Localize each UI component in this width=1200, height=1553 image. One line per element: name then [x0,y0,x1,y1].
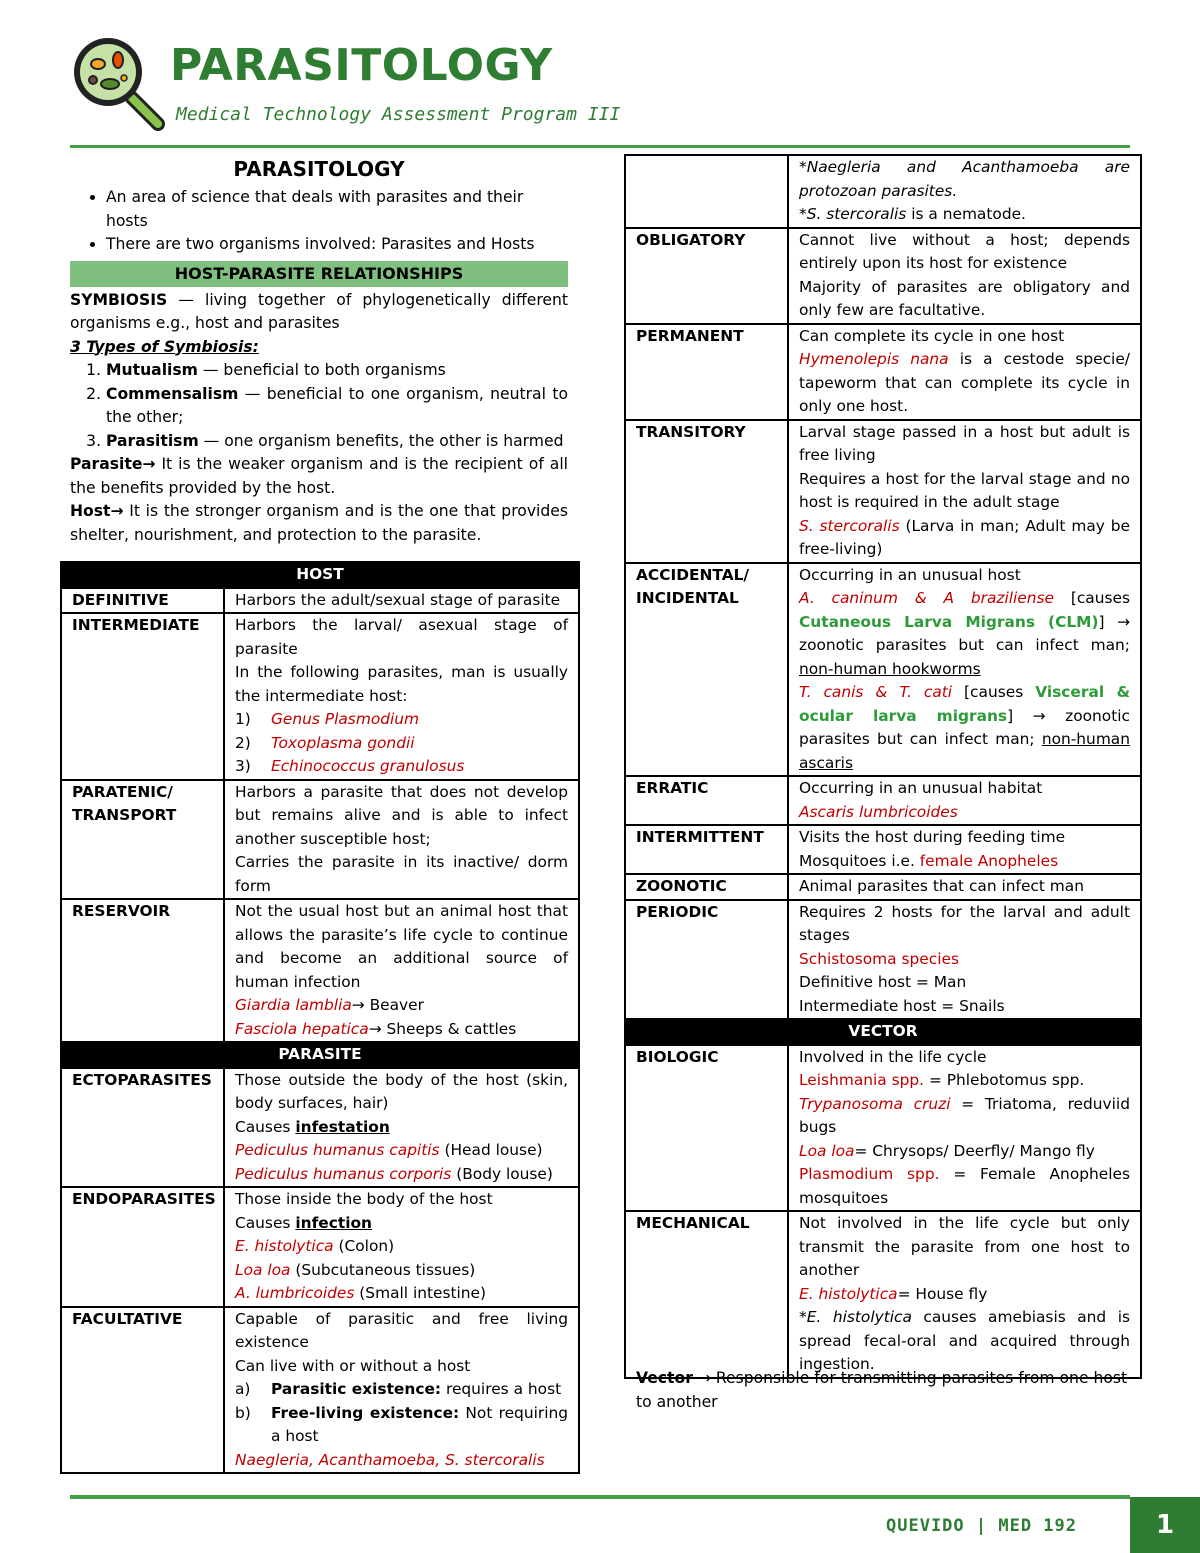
host-def: It is the stronger organism and is the one that provides shelter, nourishment, and protection to the parasite. [70,502,568,544]
organism-name: *S. stercoralis [799,205,907,223]
value-line: Intermediate host = Snails [799,996,1005,1015]
organism-name: S. stercoralis [799,516,900,535]
row-value [788,563,1141,777]
types-heading: 3 Types of Symbiosis: [70,337,259,356]
value-text: is a nematode. [906,205,1026,223]
value-line: Definitive host = Man [799,973,967,991]
row-key: FACULTATIVE [61,1307,224,1474]
row-value [788,1045,1141,1212]
type-def: — beneficial to one organism, neutral to the other; [106,384,568,426]
row-key: INTERMITTENT [625,825,788,874]
value-line [235,1139,568,1163]
table-row [625,874,1141,900]
value-line [799,681,1130,775]
host-header: HOST [61,562,579,588]
organism-name: Loa loa [235,1260,291,1279]
row-value: Animal parasites that can infect man [788,874,1141,900]
section-title: PARASITOLOGY [233,157,405,181]
value-line: Occurring in an unusual habitat [799,779,1043,797]
value-text: = Female Anopheles mosquitoes [799,1165,1130,1207]
row-value [788,1211,1141,1378]
type-item [106,359,568,383]
parasite-definition [70,453,568,500]
table-row [625,825,1141,874]
row-key: ENDOPARASITES [61,1187,224,1307]
type-def: — beneficial to both organisms [197,361,446,379]
parasite-header: PARASITE [61,1042,579,1068]
table-row [625,1211,1141,1378]
value-line: Can live with or without a host [235,1356,471,1375]
row-value [788,776,1141,825]
value-line [235,994,568,1018]
value-line [235,1282,568,1306]
organism-name: Plasmodium spp. [799,1165,940,1183]
row-key: PERMANENT [625,324,788,420]
value-line: Harbors a parasite that does not develop but remains alive and is able to infect another susceptible host; [235,782,568,848]
value-line [799,587,1130,681]
intro-bullets [70,186,568,257]
row-key: ECTOPARASITES [61,1068,224,1188]
table-row [61,780,579,900]
value-line [235,1212,568,1236]
table-row [61,1187,579,1307]
symbiosis-paragraph [70,289,568,336]
value-text: (Subcutaneous tissues) [290,1260,476,1279]
organism-name: Schistosoma species [799,949,959,968]
organism-name: Ascaris lumbricoides [799,802,958,821]
organism-name: Giardia lamblia [235,996,352,1014]
page-number: 1 [1130,1497,1200,1553]
value-line: Majority of parasites are obligatory and only few are facultative. [799,277,1130,319]
value-emphasis: non-human hookworms [799,659,981,678]
organism-name: A. lumbricoides [235,1284,355,1302]
value-text: = Chrysops/ Deerfly/ Mango fly [854,1141,1095,1160]
row-value [788,900,1141,1020]
row-value [224,613,579,780]
footer-author: QUEVIDO | MED 192 [886,1516,1077,1536]
symbiosis-def: — living together of phylogenetically different organisms e.g., host and parasites [70,290,568,332]
type-term: Commensalism [106,384,239,403]
value-text: Causes [235,1117,296,1136]
list-item: 3) Echinococcus granulosus [235,757,465,775]
value-line [235,1018,568,1042]
organism-name: Trypanosoma cruzi [799,1094,951,1113]
value-emphasis: non-human ascaris [799,730,1130,772]
value-text: * [799,1308,807,1326]
organism-name: Genus Plasmodium [271,710,420,728]
value-line [799,203,1130,227]
value-text: = Phlebotomus spp. [924,1071,1085,1089]
row-value: Harbors the adult/sexual stage of parasite [224,588,579,614]
vector-note [636,1366,1130,1414]
organism-name: Leishmania spp. [799,1071,925,1089]
value-line [235,1116,568,1140]
row-key: ACCIDENTAL/ INCIDENTAL [625,563,788,777]
value-text: (Small intestine) [354,1284,487,1302]
row-value [788,324,1141,420]
type-def: — one organism benefits, the other is harmed [198,431,564,450]
value-text: [causes [952,683,1036,701]
host-definition [70,500,568,547]
value-line: Requires a host for the larval stage and no host is required in the adult stage [799,469,1130,511]
value-text: = Triatoma, reduviid bugs [799,1094,1130,1136]
table-row [61,1068,579,1188]
row-key: ERRATIC [625,776,788,825]
value-line [799,348,1130,419]
vector-header: VECTOR [625,1019,1141,1045]
value-text: Not requiring a host [271,1403,568,1445]
value-line: Carries the parasite in its inactive/ dorm form [235,853,568,895]
value-line: Not the usual host but an animal host that allows the parasite’s life cycle to continue and become an additional source of human infection [235,902,568,991]
value-line: Harbors the larval/ asexual stage of parasite [235,616,568,658]
header-divider [70,145,1130,148]
organism-name: E. histolytica [806,1308,912,1326]
value-emphasis: Free-living existence: [271,1403,460,1422]
organism-name: female Anopheles [919,851,1059,870]
row-key: OBLIGATORY [625,228,788,324]
value-line [799,1093,1130,1140]
type-item [106,383,568,430]
value-line [235,1163,568,1187]
symbiosis-term: SYMBIOSIS [70,290,168,309]
value-text: (Head louse) [439,1141,543,1159]
value-text: causes amebiasis and is spread fecal-oral and acquired through ingestion. [799,1308,1130,1373]
table-row [625,324,1141,420]
table-row [61,588,579,614]
row-key: RESERVOIR [61,899,224,1042]
disease-name: Visceral & ocular larva migrans [799,683,1130,725]
row-value [224,780,579,900]
table-row [61,1307,579,1474]
value-text: (Body louse) [451,1164,553,1183]
magnifier-microbes-icon [68,32,168,132]
value-text: → Sheeps & cattles [368,1019,517,1038]
row-value [788,420,1141,563]
bullet-item: • An area of science that deals with parasites and their hosts [106,186,568,233]
row-key [625,155,788,228]
value-text: (Larva in man; Adult may be free-living) [799,516,1130,558]
host-term: Host→ [70,502,124,520]
value-line [799,1069,1130,1093]
value-line: Those inside the body of the host [235,1190,493,1208]
organism-name: T. canis & T. cati [799,683,953,701]
type-term: Mutualism [106,361,198,379]
table-row [625,776,1141,825]
value-line: a) Parasitic existence: requires a host [235,1380,562,1398]
value-text: ] → zoonotic parasites but can infect man; [799,612,1131,654]
list-item: 2) Toxoplasma gondii [235,733,415,752]
value-emphasis: infestation [295,1117,390,1136]
value-line: Visits the host during feeding time [799,828,1066,846]
value-line [799,1283,1130,1307]
value-line: b) Free-living existence: Not requiring a host [235,1403,568,1445]
row-value [788,228,1141,324]
list-item: 1) Genus Plasmodium [235,710,420,728]
value-line [799,1163,1130,1210]
row-key: TRANSITORY [625,420,788,563]
row-key: PARATENIC/ TRANSPORT [61,780,224,900]
organism-name: Loa loa [799,1141,855,1160]
value-text: is a cestode specie/ tapeworm that can complete its cycle in only one host. [799,350,1130,415]
value-line [799,1140,1130,1164]
parasite-term: Parasite→ [70,455,156,473]
value-text: Causes [235,1213,296,1232]
value-line: *Naegleria and Acanthamoeba are protozoan parasites. [799,158,1130,200]
table-row [625,563,1141,777]
value-line [799,515,1130,562]
types-list [70,359,568,453]
value-text: [causes [1054,589,1130,607]
value-line: Those outside the body of the host (skin, body surfaces, hair) [235,1070,568,1112]
value-line: Larval stage passed in a host but adult is free living [799,422,1130,464]
type-term: Parasitism [106,431,199,450]
table-row [625,1045,1141,1212]
value-emphasis: Parasitic existence: [271,1380,442,1398]
value-text: requires a host [441,1380,562,1398]
row-value [224,899,579,1042]
value-line: Not involved in the life cycle but only transmit the parasite from one host to another [799,1214,1130,1279]
table-row [625,155,1141,228]
value-text: → Beaver [351,996,424,1014]
value-line [235,1235,568,1259]
row-value [224,1068,579,1188]
host-types-table [624,154,1142,1379]
organism-name: Pediculus humanus corporis [235,1164,452,1183]
table-row [625,228,1141,324]
vector-term: Vector [636,1369,693,1387]
row-key: DEFINITIVE [61,588,224,614]
organism-name: E. histolytica [235,1237,334,1255]
value-text: ] → zoonotic parasites but can infect man; [799,706,1130,748]
organism-name: Hymenolepis nana [799,350,949,368]
value-line: Can complete its cycle in one host [799,326,1065,345]
table-row [61,899,579,1042]
intermediate-list [235,708,568,779]
vector-def: → Responsible for transmitting parasites from one host to another [636,1369,1128,1411]
value-line: Involved in the life cycle [799,1047,987,1066]
row-value [224,1307,579,1474]
value-line [235,1259,568,1283]
organism-name: Toxoplasma gondii [271,733,415,752]
row-value [224,1187,579,1307]
row-key: PERIODIC [625,900,788,1020]
row-key: MECHANICAL [625,1211,788,1378]
value-line: In the following parasites, man is usually the intermediate host: [235,663,568,705]
value-line: Occurring in an unusual host [799,565,1021,584]
row-key: ZOONOTIC [625,874,788,900]
row-key: INTERMEDIATE [61,613,224,780]
host-parasite-band: HOST-PARASITE RELATIONSHIPS [70,261,568,287]
organism-name: Fasciola hepatica [235,1019,369,1038]
type-item [106,430,568,454]
row-value [788,155,1141,228]
row-value [788,825,1141,874]
organism-name: Naegleria, Acanthamoeba, S. stercoralis [235,1450,545,1469]
organism-name: Echinococcus granulosus [271,757,465,775]
value-emphasis: infection [295,1213,372,1232]
footer-divider [70,1495,1130,1499]
value-text: (Colon) [333,1237,395,1255]
table-row [61,613,579,780]
host-parasite-table [60,561,580,1474]
value-text: = House fly [897,1284,988,1303]
document-subtitle: Medical Technology Assessment Program III [176,104,621,125]
table-row [625,900,1141,1020]
table-row [625,420,1141,563]
value-line: Cannot live without a host; depends entirely upon its host for existence [799,230,1130,272]
disease-name: Cutaneous Larva Migrans (CLM) [799,612,1099,631]
row-key: BIOLOGIC [625,1045,788,1212]
value-text: Mosquitoes i.e. [799,851,920,870]
organism-name: E. histolytica [799,1284,898,1303]
value-line [799,850,1130,874]
organism-name: A. caninum & A braziliense [799,589,1055,607]
document-title: PARASITOLOGY [170,40,553,91]
bullet-item: • There are two organisms involved: Parasites and Hosts [106,233,568,257]
parasite-def: It is the weaker organism and is the recipient of all the benefits provided by the host. [70,455,568,497]
intro-section [70,156,568,547]
value-line: Requires 2 hosts for the larval and adult stages [799,902,1130,944]
value-line: Capable of parasitic and free living existence [235,1309,568,1351]
organism-name: Pediculus humanus capitis [235,1141,440,1159]
